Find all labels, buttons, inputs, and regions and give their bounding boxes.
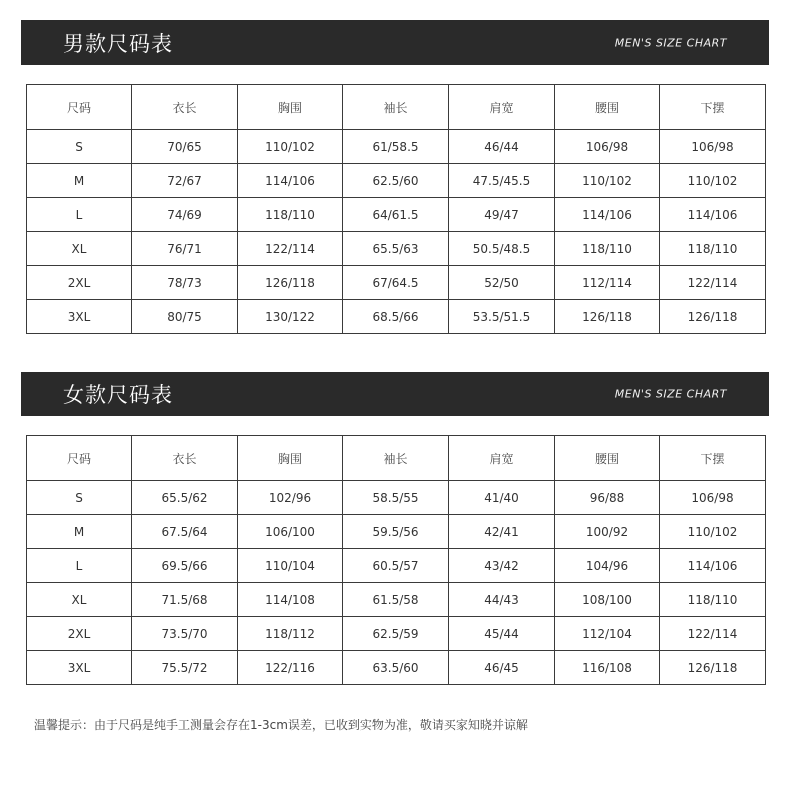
men-chart-subtitle: MEN'S SIZE CHART bbox=[614, 36, 727, 49]
column-header: 腰围 bbox=[555, 85, 660, 130]
measurement-cell: 65.5/63 bbox=[343, 232, 449, 266]
table-row bbox=[27, 300, 766, 334]
column-header: 尺码 bbox=[27, 85, 132, 130]
men-size-table bbox=[26, 84, 766, 334]
measurement-cell: 118/110 bbox=[660, 232, 766, 266]
column-header: 肩宽 bbox=[449, 85, 555, 130]
column-header: 袖长 bbox=[343, 85, 449, 130]
measurement-cell: 102/96 bbox=[238, 481, 343, 515]
table-row bbox=[27, 130, 766, 164]
measurement-cell: 61/58.5 bbox=[343, 130, 449, 164]
measurement-cell: 126/118 bbox=[238, 266, 343, 300]
measurement-cell: 114/106 bbox=[555, 198, 660, 232]
measurement-cell: 45/44 bbox=[449, 617, 555, 651]
measurement-cell: 67/64.5 bbox=[343, 266, 449, 300]
column-header: 腰围 bbox=[555, 436, 660, 481]
size-label-cell: M bbox=[27, 515, 132, 549]
measurement-cell: 41/40 bbox=[449, 481, 555, 515]
measurement-cell: 64/61.5 bbox=[343, 198, 449, 232]
column-header: 胸围 bbox=[238, 85, 343, 130]
measurement-cell: 59.5/56 bbox=[343, 515, 449, 549]
measurement-cell: 67.5/64 bbox=[132, 515, 238, 549]
measurement-cell: 96/88 bbox=[555, 481, 660, 515]
measurement-cell: 126/118 bbox=[660, 300, 766, 334]
size-label-cell: S bbox=[27, 130, 132, 164]
table-row bbox=[27, 232, 766, 266]
measurement-cell: 114/106 bbox=[660, 549, 766, 583]
measurement-cell: 74/69 bbox=[132, 198, 238, 232]
table-row bbox=[27, 266, 766, 300]
measurement-cell: 49/47 bbox=[449, 198, 555, 232]
table-header-row bbox=[27, 85, 766, 130]
column-header: 衣长 bbox=[132, 436, 238, 481]
measurement-cell: 122/114 bbox=[660, 617, 766, 651]
table-row bbox=[27, 617, 766, 651]
measurement-cell: 63.5/60 bbox=[343, 651, 449, 685]
measurement-cell: 47.5/45.5 bbox=[449, 164, 555, 198]
column-header: 胸围 bbox=[238, 436, 343, 481]
size-label-cell: L bbox=[27, 198, 132, 232]
measurement-cell: 110/102 bbox=[238, 130, 343, 164]
column-header: 衣长 bbox=[132, 85, 238, 130]
measurement-cell: 106/100 bbox=[238, 515, 343, 549]
table-row bbox=[27, 198, 766, 232]
men-table-body bbox=[27, 85, 766, 334]
measurement-cell: 126/118 bbox=[660, 651, 766, 685]
measurement-cell: 62.5/60 bbox=[343, 164, 449, 198]
measurement-cell: 58.5/55 bbox=[343, 481, 449, 515]
measurement-cell: 44/43 bbox=[449, 583, 555, 617]
measurement-cell: 60.5/57 bbox=[343, 549, 449, 583]
measurement-cell: 71.5/68 bbox=[132, 583, 238, 617]
size-label-cell: 2XL bbox=[27, 617, 132, 651]
measurement-cell: 100/92 bbox=[555, 515, 660, 549]
size-label-cell: S bbox=[27, 481, 132, 515]
measurement-cell: 78/73 bbox=[132, 266, 238, 300]
measurement-cell: 76/71 bbox=[132, 232, 238, 266]
women-size-chart-banner bbox=[21, 372, 769, 416]
table-row bbox=[27, 651, 766, 685]
measurement-cell: 110/102 bbox=[660, 515, 766, 549]
measurement-cell: 114/106 bbox=[238, 164, 343, 198]
measurement-cell: 106/98 bbox=[555, 130, 660, 164]
size-label-cell: L bbox=[27, 549, 132, 583]
column-header: 下摆 bbox=[660, 85, 766, 130]
men-size-chart-banner bbox=[21, 20, 769, 65]
size-label-cell: XL bbox=[27, 583, 132, 617]
table-row bbox=[27, 515, 766, 549]
measurement-cell: 46/45 bbox=[449, 651, 555, 685]
measurement-cell: 42/41 bbox=[449, 515, 555, 549]
measurement-cell: 46/44 bbox=[449, 130, 555, 164]
measurement-cell: 118/110 bbox=[555, 232, 660, 266]
women-size-table bbox=[26, 435, 766, 685]
measurement-cell: 68.5/66 bbox=[343, 300, 449, 334]
measurement-cell: 118/112 bbox=[238, 617, 343, 651]
measurement-cell: 114/108 bbox=[238, 583, 343, 617]
measurement-cell: 65.5/62 bbox=[132, 481, 238, 515]
table-row bbox=[27, 583, 766, 617]
column-header: 袖长 bbox=[343, 436, 449, 481]
measurement-cell: 110/102 bbox=[660, 164, 766, 198]
measurement-cell: 104/96 bbox=[555, 549, 660, 583]
size-label-cell: 3XL bbox=[27, 300, 132, 334]
table-row bbox=[27, 481, 766, 515]
size-label-cell: XL bbox=[27, 232, 132, 266]
measurement-cell: 122/114 bbox=[238, 232, 343, 266]
measurement-cell: 126/118 bbox=[555, 300, 660, 334]
measurement-cell: 122/114 bbox=[660, 266, 766, 300]
measurement-cell: 118/110 bbox=[660, 583, 766, 617]
measurement-cell: 130/122 bbox=[238, 300, 343, 334]
measurement-cell: 50.5/48.5 bbox=[449, 232, 555, 266]
measurement-cell: 114/106 bbox=[660, 198, 766, 232]
measurement-cell: 110/102 bbox=[555, 164, 660, 198]
measurement-note: 温馨提示：由于尺码是纯手工测量会存在1-3cm误差，已收到实物为准，敬请买家知晓并谅解 bbox=[34, 718, 528, 732]
table-row bbox=[27, 164, 766, 198]
women-table-body bbox=[27, 436, 766, 685]
measurement-cell: 116/108 bbox=[555, 651, 660, 685]
men-chart-title: 男款尺码表 bbox=[63, 31, 173, 56]
measurement-cell: 108/100 bbox=[555, 583, 660, 617]
measurement-cell: 61.5/58 bbox=[343, 583, 449, 617]
measurement-cell: 62.5/59 bbox=[343, 617, 449, 651]
column-header: 下摆 bbox=[660, 436, 766, 481]
measurement-cell: 112/104 bbox=[555, 617, 660, 651]
women-chart-subtitle: MEN'S SIZE CHART bbox=[614, 387, 727, 401]
measurement-cell: 106/98 bbox=[660, 481, 766, 515]
table-header-row bbox=[27, 436, 766, 481]
measurement-cell: 80/75 bbox=[132, 300, 238, 334]
measurement-cell: 75.5/72 bbox=[132, 651, 238, 685]
column-header: 肩宽 bbox=[449, 436, 555, 481]
measurement-cell: 69.5/66 bbox=[132, 549, 238, 583]
measurement-cell: 118/110 bbox=[238, 198, 343, 232]
column-header: 尺码 bbox=[27, 436, 132, 481]
measurement-cell: 72/67 bbox=[132, 164, 238, 198]
measurement-cell: 53.5/51.5 bbox=[449, 300, 555, 334]
size-label-cell: 2XL bbox=[27, 266, 132, 300]
measurement-cell: 73.5/70 bbox=[132, 617, 238, 651]
measurement-cell: 43/42 bbox=[449, 549, 555, 583]
size-label-cell: 3XL bbox=[27, 651, 132, 685]
table-row bbox=[27, 549, 766, 583]
measurement-cell: 122/116 bbox=[238, 651, 343, 685]
size-label-cell: M bbox=[27, 164, 132, 198]
measurement-cell: 112/114 bbox=[555, 266, 660, 300]
measurement-cell: 52/50 bbox=[449, 266, 555, 300]
women-chart-title: 女款尺码表 bbox=[63, 383, 173, 407]
measurement-cell: 110/104 bbox=[238, 549, 343, 583]
measurement-cell: 70/65 bbox=[132, 130, 238, 164]
measurement-cell: 106/98 bbox=[660, 130, 766, 164]
